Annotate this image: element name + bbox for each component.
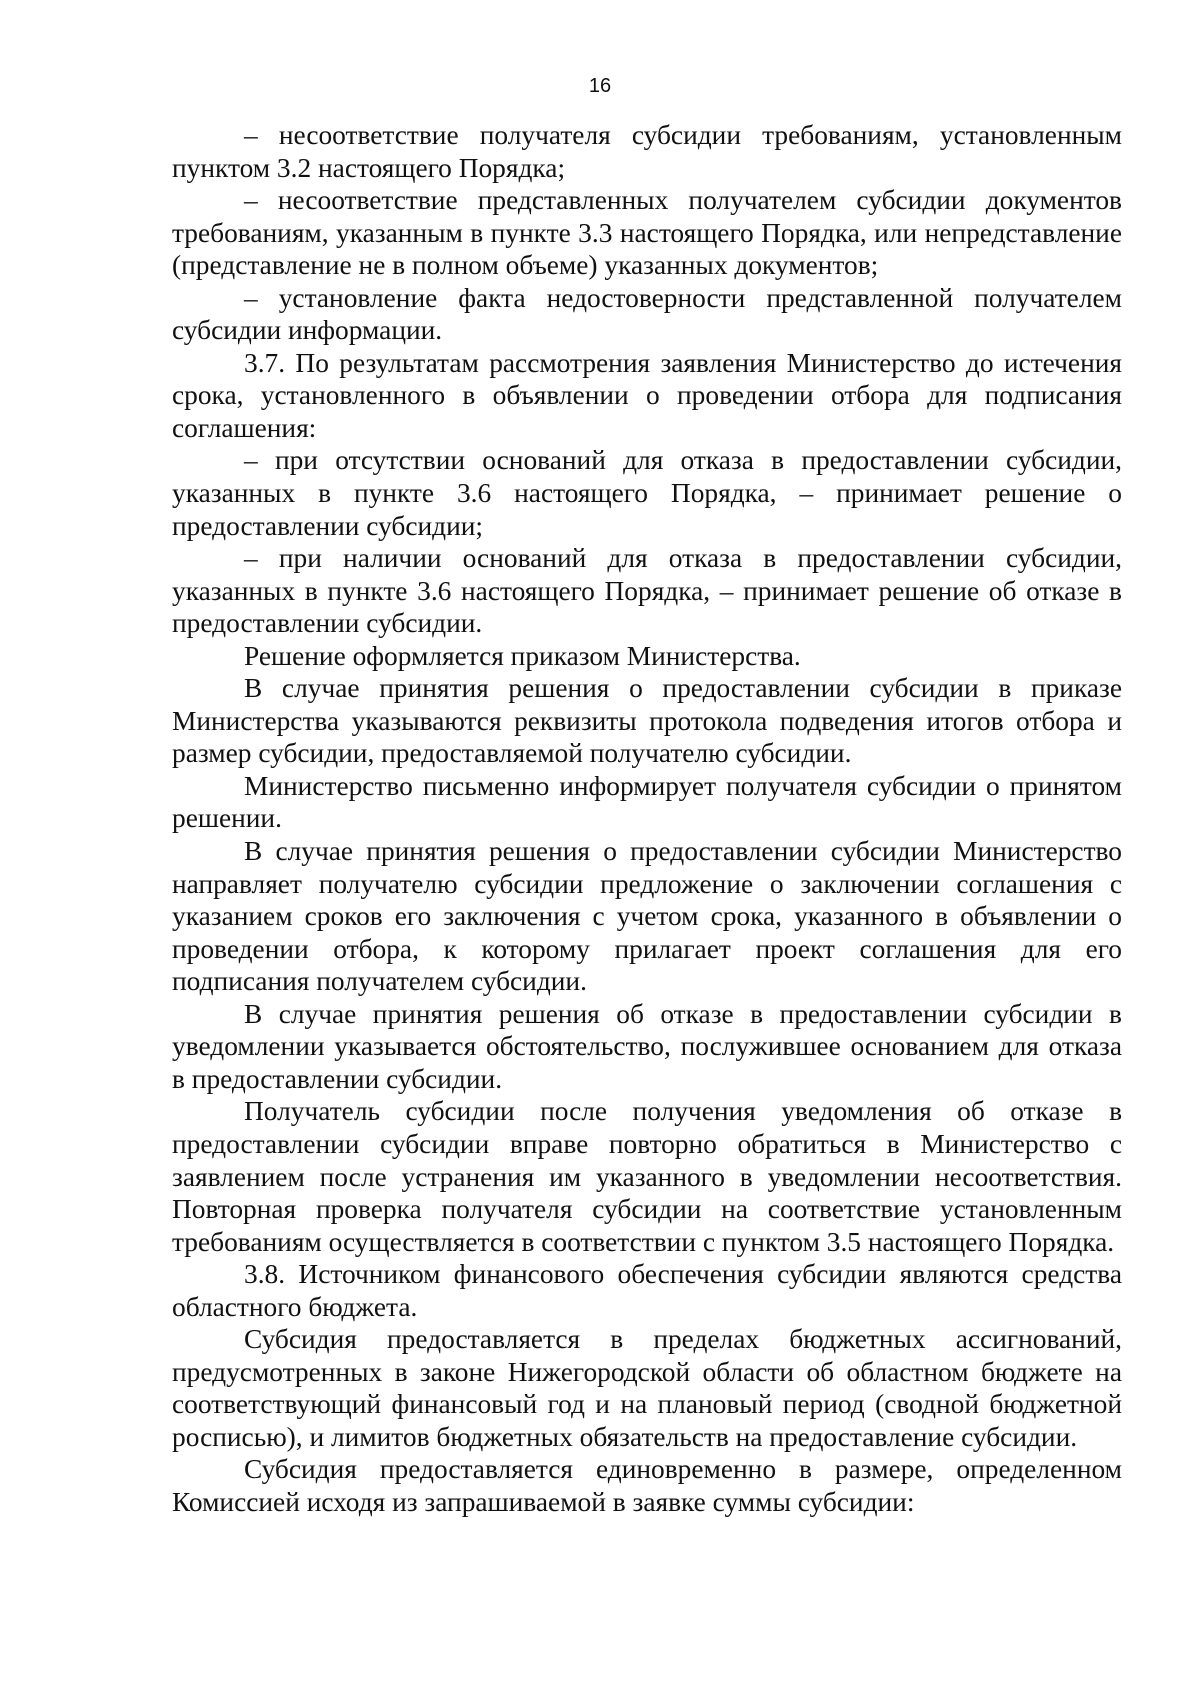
paragraph-budget-limits: Субсидия предоставляется в пределах бюджетных ассигнований, предусмотренных в законе Нижегородской области об областном бюджете на соответствующий финансовый год и на плановый период (сводной бюджетной росписью), и лимитов бюджетных обязательств на предоставление субсидии. <box>172 1324 1122 1452</box>
paragraph-grounds-for-refusal: – при наличии оснований для отказа в предоставлении субсидии, указанных в пункте 3.6 настоящего Порядка, – принимает решение об отказе в предоставлении субсидии. <box>172 543 1122 639</box>
paragraph-one-time-subsidy: Субсидия предоставляется единовременно в размере, определенном Комиссией исходя из запрашиваемой в заявке суммы субсидии: <box>172 1454 1122 1517</box>
paragraph-unreliable-information: – установление факта недостоверности представленной получателем субсидии информации. <box>172 282 1122 346</box>
document-body <box>172 119 1122 1519</box>
paragraph-order-details: В случае принятия решения о предоставлении субсидии в приказе Министерства указываются реквизиты протокола подведения итогов отбора и размер субсидии, предоставляемой получателю субсидии. <box>172 673 1122 769</box>
paragraph-section-3-7: 3.7. По результатам рассмотрения заявления Министерство до истечения срока, установленного в объявлении о проведении отбора для подписания соглашения: <box>172 347 1122 443</box>
paragraph-section-3-8: 3.8. Источником финансового обеспечения субсидии являются средства областного бюджета. <box>172 1259 1122 1322</box>
page-number: 16 <box>588 75 612 97</box>
paragraph-reapplication: Получатель субсидии после получения уведомления об отказе в предоставлении субсидии вправе повторно обратиться в Министерство с заявлением после устранения им указанного в уведомлении несоответствия. Повторная проверка получателя субсидии на соответствие установленным требованиям осуществляется в соответствии с пунктом 3.5 настоящего Порядка. <box>172 1096 1122 1257</box>
paragraph-requirement-mismatch: – несоответствие получателя субсидии требованиям, установленным пунктом 3.2 настоящего Порядка; <box>172 120 1122 183</box>
paragraph-decision-order: Решение оформляется приказом Министерства. <box>244 640 801 671</box>
paragraph-refusal-notice: В случае принятия решения об отказе в предоставлении субсидии в уведомлении указывается обстоятельство, послужившее основанием для отказа в предоставлении субсидии. <box>172 998 1122 1094</box>
paragraph-agreement-offer: В случае принятия решения о предоставлении субсидии Министерство направляет получателю субсидии предложение о заключении соглашения с указанием сроков его заключения с учетом срока, указанного в объявлении о проведении отбора, к которому прилагает проект соглашения для его подписания получателем субсидии. <box>172 836 1122 997</box>
paragraph-no-grounds-for-refusal: – при отсутствии оснований для отказа в предоставлении субсидии, указанных в пункте 3.6 настоящего Порядка, – принимает решение о предоставлении субсидии; <box>172 445 1122 541</box>
paragraph-written-notice: Министерство письменно информирует получателя субсидии о принятом решении. <box>172 770 1122 834</box>
paragraph-documents-mismatch: – несоответствие представленных получателем субсидии документов требованиям, указанным в пункте 3.3 настоящего Порядка, или непредставление (представление не в полном объеме) указанных документов; <box>172 185 1122 281</box>
